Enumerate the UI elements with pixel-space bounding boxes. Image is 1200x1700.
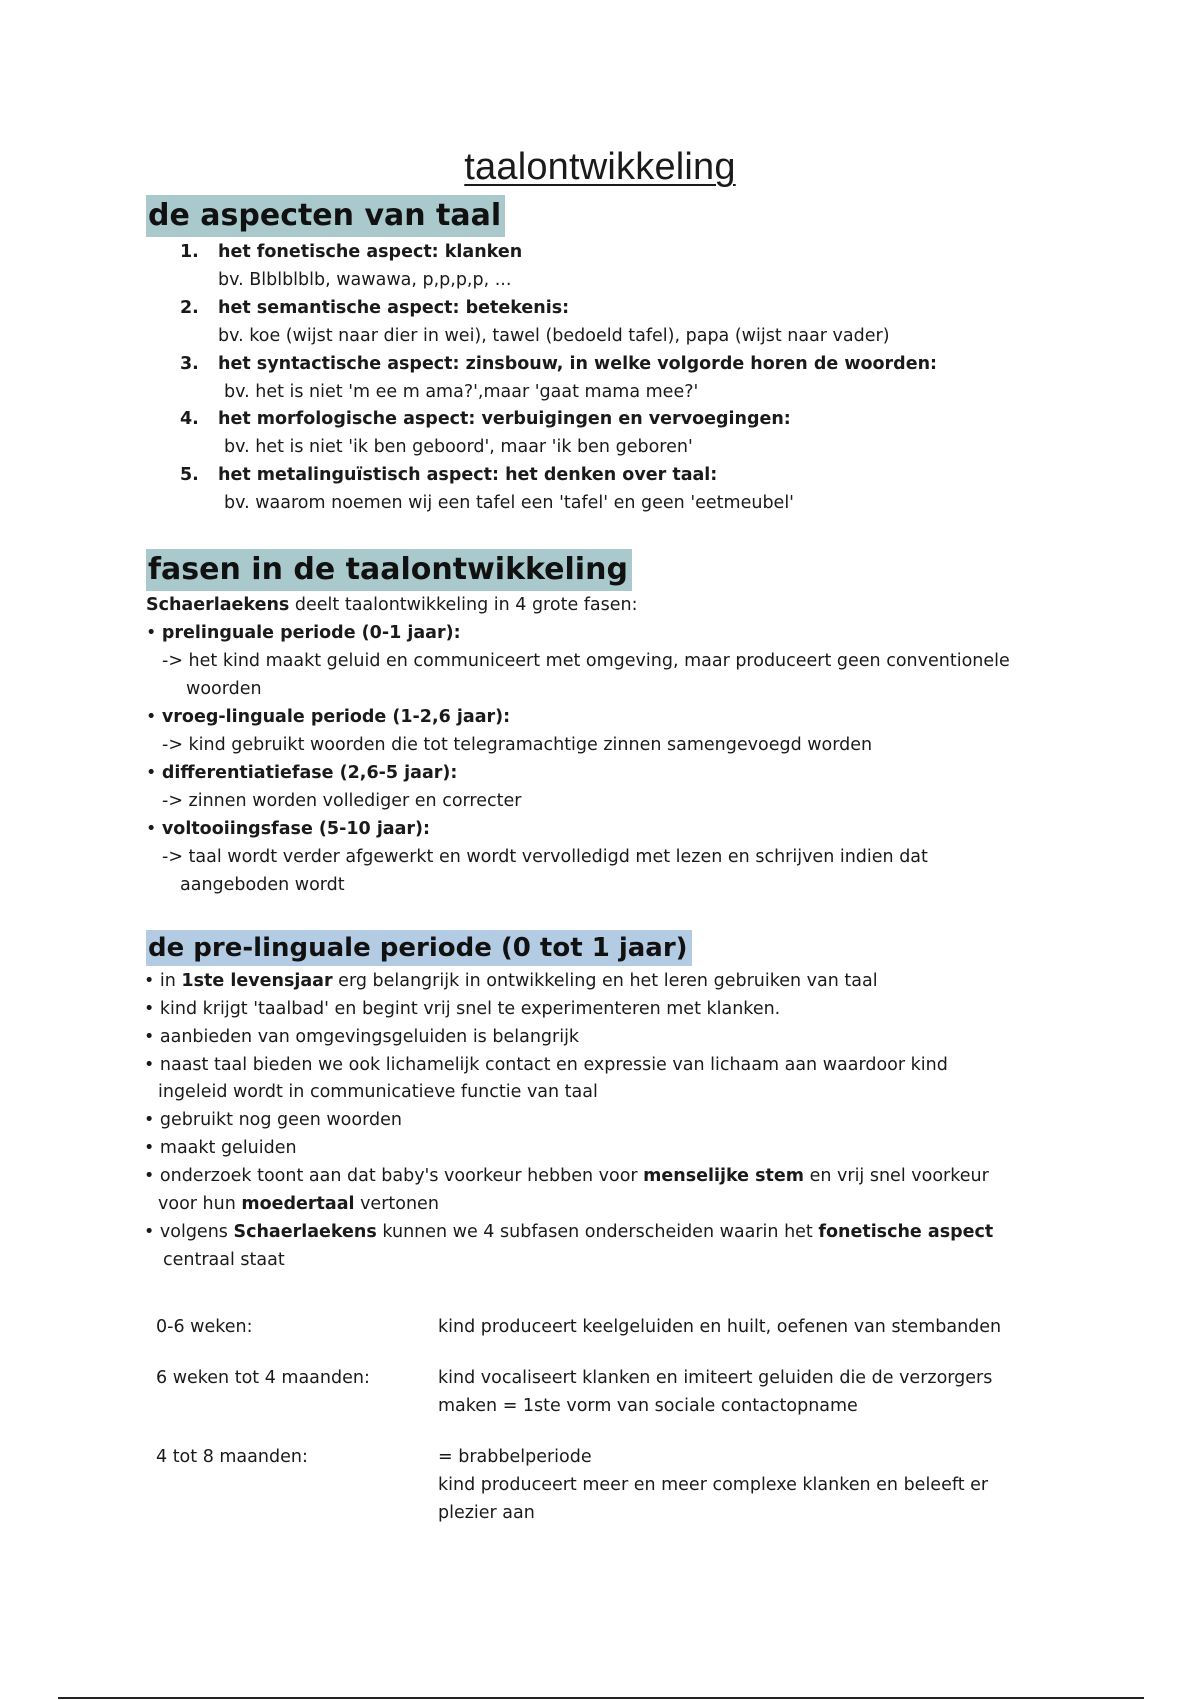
aspect-num-4: 4. (180, 409, 199, 429)
phase-item-2: • vroeg-linguale periode (1-2,6 jaar): (146, 707, 511, 727)
prelingual-bullet-4b: ingeleid wordt in communicatieve functie van taal (158, 1082, 598, 1102)
subphase-desc-2b: maken = 1ste vorm van sociale contactopname (438, 1396, 858, 1416)
prelingual-bullet-1: • in 1ste levensjaar erg belangrijk in ontwikkeling en het leren gebruiken van taal (144, 971, 878, 991)
aspect-num-5: 5. (180, 465, 199, 485)
prelingual-bullet-6: • maakt geluiden (144, 1138, 297, 1158)
aspect-num-2: 2. (180, 298, 199, 318)
aspect-example-3: bv. het is niet 'm ee m ama?',maar 'gaat mama mee?' (224, 382, 699, 402)
phase-item-4: • voltooiingsfase (5-10 jaar): (146, 819, 431, 839)
prelingual-bullet-2: • kind krijgt 'taalbad' en begint vrij snel te experimenteren met klanken. (144, 999, 781, 1019)
subphase-desc-3: = brabbelperiode (438, 1447, 592, 1467)
phase-item-1: • prelinguale periode (0-1 jaar): (146, 623, 461, 643)
footer-rule (58, 1697, 1144, 1699)
phase-desc-3: -> zinnen worden vollediger en correcter (162, 791, 522, 811)
aspect-num-1: 1. (180, 242, 199, 262)
phase-desc-1: -> het kind maakt geluid en communiceert met omgeving, maar produceert geen conventionele (162, 651, 1010, 671)
section-heading-aspects: de aspecten van taal (146, 195, 505, 237)
subphase-desc-3b: kind produceert meer en meer complexe klanken en beleeft er (438, 1475, 989, 1495)
prelingual-bullet-8b: centraal staat (163, 1250, 285, 1270)
aspect-label-2: het semantische aspect: betekenis: (218, 298, 570, 318)
section-heading-phases: fasen in de taalontwikkeling (146, 549, 632, 591)
prelingual-bullet-7: • onderzoek toont aan dat baby's voorkeur hebben voor menselijke stem en vrij snel voorkeur (144, 1166, 989, 1186)
phase-desc-4: -> taal wordt verder afgewerkt en wordt vervolledigd met lezen en schrijven indien dat (162, 847, 928, 867)
aspect-example-1: bv. Blblblblb, wawawa, p,p,p,p, ... (218, 270, 512, 290)
phases-intro: Schaerlaekens deelt taalontwikkeling in 4 grote fasen: (146, 595, 638, 615)
phase-desc-4b: aangeboden wordt (180, 875, 345, 895)
subphase-age-2: 6 weken tot 4 maanden: (156, 1368, 370, 1388)
prelingual-bullet-4: • naast taal bieden we ook lichamelijk contact en expressie van lichaam aan waardoor kind (144, 1055, 948, 1075)
aspect-example-5: bv. waarom noemen wij een tafel een 'tafel' en geen 'eetmeubel' (224, 493, 794, 513)
section-heading-prelingual: de pre-linguale periode (0 tot 1 jaar) (146, 930, 692, 966)
aspect-label-3: het syntactische aspect: zinsbouw, in welke volgorde horen de woorden: (218, 354, 938, 374)
phase-desc-1b: woorden (186, 679, 262, 699)
prelingual-bullet-5: • gebruikt nog geen woorden (144, 1110, 402, 1130)
subphase-age-3: 4 tot 8 maanden: (156, 1447, 308, 1467)
subphase-desc-3c: plezier aan (438, 1503, 535, 1523)
subphase-desc-1: kind produceert keelgeluiden en huilt, oefenen van stembanden (438, 1317, 1002, 1337)
page-title: taalontwikkeling (464, 146, 736, 188)
phase-desc-2: -> kind gebruikt woorden die tot telegramachtige zinnen samengevoegd worden (162, 735, 873, 755)
phase-item-3: • differentiatiefase (2,6-5 jaar): (146, 763, 458, 783)
prelingual-bullet-3: • aanbieden van omgevingsgeluiden is belangrijk (144, 1027, 580, 1047)
aspect-example-2: bv. koe (wijst naar dier in wei), tawel (bedoeld tafel), papa (wijst naar vader) (218, 326, 890, 346)
prelingual-bullet-7b: voor hun moedertaal vertonen (158, 1194, 439, 1214)
aspect-num-3: 3. (180, 354, 199, 374)
aspect-label-1: het fonetische aspect: klanken (218, 242, 523, 262)
aspect-label-5: het metalinguïstisch aspect: het denken over taal: (218, 465, 718, 485)
prelingual-bullet-8: • volgens Schaerlaekens kunnen we 4 subfasen onderscheiden waarin het fonetische aspect (144, 1222, 994, 1242)
subphase-desc-2: kind vocaliseert klanken en imiteert geluiden die de verzorgers (438, 1368, 993, 1388)
subphase-age-1: 0-6 weken: (156, 1317, 253, 1337)
aspect-example-4: bv. het is niet 'ik ben geboord', maar 'ik ben geboren' (224, 437, 693, 457)
aspect-label-4: het morfologische aspect: verbuigingen en vervoegingen: (218, 409, 791, 429)
